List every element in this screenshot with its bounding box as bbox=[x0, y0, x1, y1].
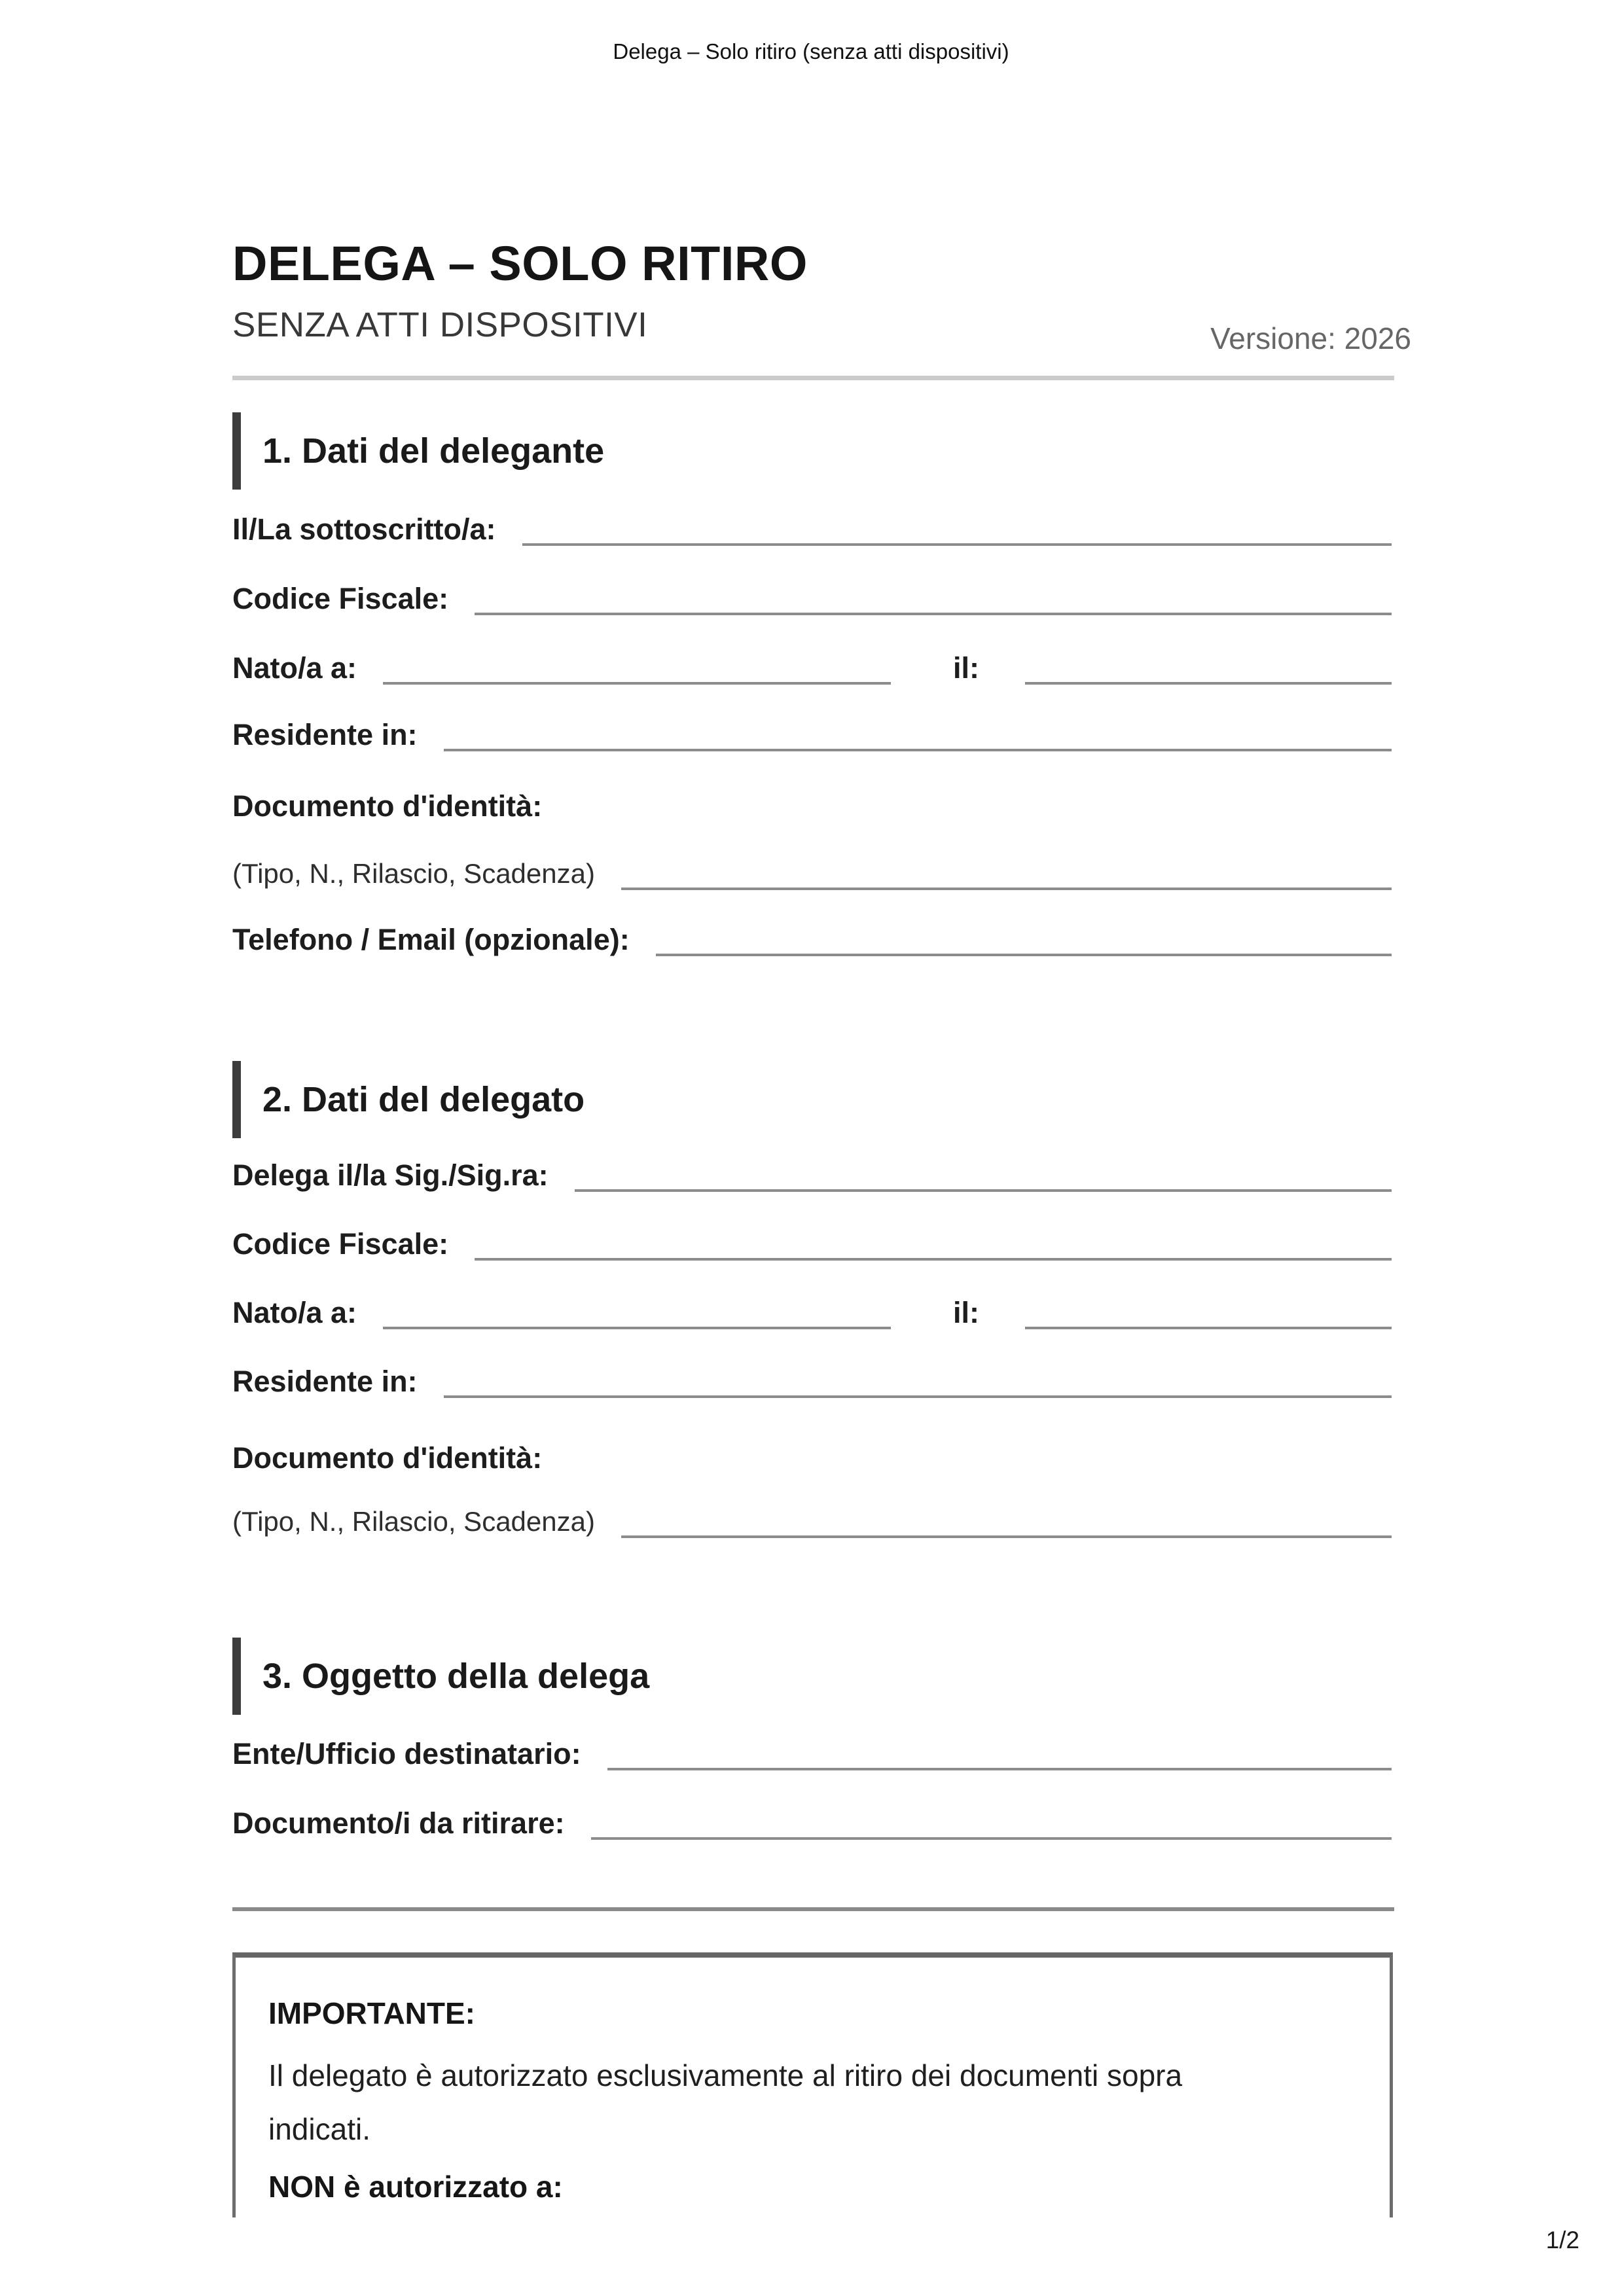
version-label: Versione: 2026 bbox=[1210, 321, 1411, 355]
section-3-heading-label: 3. Oggetto della delega bbox=[262, 1657, 650, 1696]
sottoscritto-fill-line bbox=[522, 543, 1392, 546]
documento-label: Documento d'identità: bbox=[232, 789, 543, 823]
notice-body: Il delegato è autorizzato esclusivamente al ritiro dei documenti sopra indicati. bbox=[268, 2058, 1183, 2146]
field-row-sottoscritto bbox=[232, 512, 1392, 547]
field-row-delega-sig bbox=[232, 1158, 1392, 1193]
tipo-label: (Tipo, N., Rilascio, Scadenza) bbox=[232, 858, 595, 889]
residente-delegato-label: Residente in: bbox=[232, 1365, 418, 1398]
page-subtitle: SENZA ATTI DISPOSITIVI bbox=[232, 306, 648, 344]
il-label: il: bbox=[953, 651, 979, 685]
important-notice-box bbox=[232, 1952, 1393, 2217]
nato-delegato-label: Nato/a a: bbox=[232, 1296, 357, 1329]
field-row-tipo-delegante bbox=[232, 856, 1392, 891]
field-row-nato-delegato bbox=[232, 1295, 1392, 1331]
tipo-delegato-label: (Tipo, N., Rilascio, Scadenza) bbox=[232, 1506, 595, 1537]
section-2-heading-label: 2. Dati del delegato bbox=[262, 1080, 585, 1119]
il-fill-line bbox=[1025, 682, 1392, 685]
documenti-da-ritirare-fill-line bbox=[591, 1837, 1392, 1840]
codice-fiscale-delegato-label: Codice Fiscale: bbox=[232, 1227, 449, 1261]
codice-fiscale-label: Codice Fiscale: bbox=[232, 582, 449, 615]
field-row-documento-delegante bbox=[232, 789, 1392, 824]
field-row-residente-delegante bbox=[232, 717, 1392, 753]
ente-label: Ente/Ufficio destinatario: bbox=[232, 1737, 581, 1770]
page-title: DELEGA – SOLO RITIRO bbox=[232, 236, 808, 291]
documenti-da-ritirare-label: Documento/i da ritirare: bbox=[232, 1806, 565, 1840]
field-row-documenti-da-ritirare bbox=[232, 1806, 1392, 1841]
codice-fiscale-delegato-fill-line bbox=[475, 1258, 1392, 1261]
telefono-label: Telefono / Email (opzionale): bbox=[232, 923, 630, 956]
section-3-heading bbox=[232, 1638, 1392, 1715]
nato-fill-line bbox=[383, 682, 891, 685]
delega-sig-label: Delega il/la Sig./Sig.ra: bbox=[232, 1158, 549, 1192]
field-row-telefono bbox=[232, 922, 1392, 958]
header-divider bbox=[232, 376, 1394, 380]
delega-sig-fill-line bbox=[575, 1189, 1392, 1192]
section-divider bbox=[232, 1907, 1394, 1911]
field-row-ente bbox=[232, 1736, 1392, 1772]
residente-label: Residente in: bbox=[232, 718, 418, 751]
field-row-tipo-delegato bbox=[232, 1504, 1392, 1539]
il-delegato-fill-line bbox=[1025, 1327, 1392, 1329]
nato-delegato-fill-line bbox=[383, 1327, 891, 1329]
field-row-codice-fiscale-delegante bbox=[232, 581, 1392, 617]
residente-delegato-fill-line bbox=[444, 1395, 1392, 1398]
residente-fill-line bbox=[444, 749, 1392, 751]
running-header: Delega – Solo ritiro (senza atti dispositivi) bbox=[613, 39, 1009, 63]
field-row-nato-delegante bbox=[232, 651, 1392, 686]
codice-fiscale-fill-line bbox=[475, 613, 1392, 615]
ente-fill-line bbox=[607, 1768, 1392, 1770]
section-1-heading-label: 1. Dati del delegante bbox=[262, 431, 605, 471]
field-row-codice-fiscale-delegato bbox=[232, 1227, 1392, 1262]
documento-delegato-label: Documento d'identità: bbox=[232, 1441, 543, 1475]
field-row-documento-delegato bbox=[232, 1441, 1392, 1476]
page-number: 1/2 bbox=[1545, 2227, 1579, 2253]
field-row-residente-delegato bbox=[232, 1364, 1392, 1399]
notice-title: IMPORTANTE: bbox=[268, 1996, 476, 2030]
tipo-fill-line bbox=[621, 888, 1392, 890]
section-2-heading bbox=[232, 1061, 1392, 1138]
sottoscritto-label: Il/La sottoscritto/a: bbox=[232, 512, 496, 546]
telefono-fill-line bbox=[656, 954, 1392, 956]
nato-label: Nato/a a: bbox=[232, 651, 357, 685]
notice-subheading: NON è autorizzato a: bbox=[268, 2170, 563, 2204]
tipo-delegato-fill-line bbox=[621, 1535, 1392, 1538]
section-1-heading bbox=[232, 412, 1392, 490]
il-delegato-label: il: bbox=[953, 1296, 979, 1329]
